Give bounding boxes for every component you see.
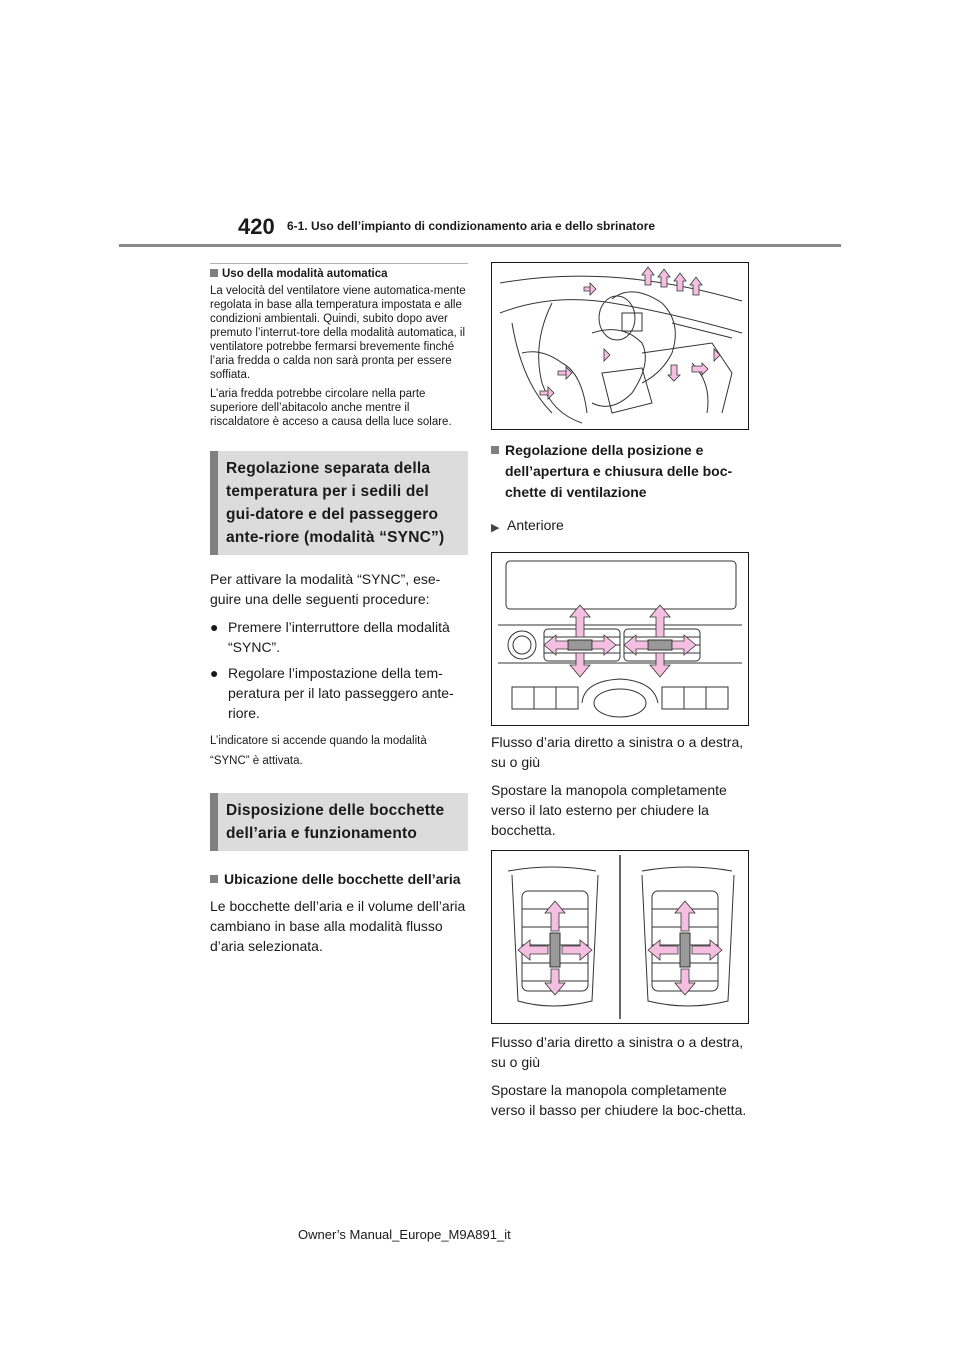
left-column [210,263,468,964]
front-label-text: Anteriore [507,517,564,533]
chapter-title: 6-1. Uso dell’impianto di condizionamento aria e dello sbrinatore [287,219,656,233]
front-paragraph-2: Spostare la manopola completamente verso il lato esterno per chiudere la bocchetta. [491,782,727,838]
auto-mode-heading-text: Uso della modalità automatica [222,268,388,280]
cabin-vents-figure [491,262,749,430]
sync-bullet-1-text: Premere l’interruttore della modalità “SYNC”. [228,619,450,655]
vents-paragraph: Le bocchette dell’aria e il volume dell’aria cambiano in base alla modalità flusso d’aria selezionata. [210,898,466,954]
vents-section-title: Disposizione delle bocchette dell’aria e funzionamento [210,793,468,851]
side-paragraph-2: Spostare la manopola completamente verso il basso per chiudere la boc-chetta. [491,1082,747,1118]
vents-location-heading [210,869,468,890]
front-paragraph-1: Flusso d’aria diretto a sinistra o a destra, su o giù [491,734,744,770]
sync-bullet-2-text: Regolare l’impostazione della tem-peratura per il lato passeggero ante-riore. [228,665,454,721]
adjust-heading-text: Regolazione della posizione e dell’apertura e chiusura delle boc-chette di ventilazione [505,442,733,500]
sync-bullet-1 [210,617,468,657]
square-bullet-icon [491,446,499,454]
side-vents-figure [491,850,749,1024]
side-paragraph-1: Flusso d’aria diretto a sinistra o a destra, su o giù [491,1034,744,1070]
sync-intro: Per attivare la modalità “SYNC”, ese-guire una delle seguenti procedure: [210,571,441,607]
auto-mode-paragraph-1: La velocità del ventilatore viene automatica-mente regolata in base alla temperatura impostata e alle condizioni ambientali. Quindi, subito dopo aver premuto l’interrut-tore della modalità automatica, il ventilatore potrebbe fermarsi brevemente finché l’aria fredda o calda non sarà pronta per essere soffiata. [210,285,466,381]
side-vents-illustration [492,851,748,1023]
page-number: 420 [238,214,275,239]
square-bullet-icon [210,875,218,883]
right-column [491,262,749,1128]
triangle-bullet-icon: ▶ [491,522,500,534]
auto-mode-paragraph-2: L’aria fredda potrebbe circolare nella parte superiore dell’abitacolo anche mentre il riscaldatore è acceso a causa della luce solare. [210,388,452,428]
vents-location-heading-text: Ubicazione delle bocchette dell’aria [224,871,461,887]
front-vents-illustration [492,553,748,725]
adjust-heading [491,440,749,503]
front-label [491,515,749,538]
front-vents-figure [491,552,749,726]
auto-mode-heading [210,268,468,280]
divider [210,263,468,264]
square-bullet-icon [210,269,218,277]
sync-section-title: Regolazione separata della temperatura per i sedili del gui-datore e del passeggero ante-riore (modalità “SYNC”) [210,451,468,555]
sync-bullet-2 [210,663,468,723]
cabin-illustration [492,263,748,429]
footer-text: Owner’s Manual_Europe_M9A891_it [298,1227,511,1242]
bullet-dot-icon: ● [210,665,219,681]
header-rule [119,244,841,247]
sync-note: L’indicatore si accende quando la modalità “SYNC” è attivata. [210,735,427,767]
bullet-dot-icon: ● [210,619,219,635]
